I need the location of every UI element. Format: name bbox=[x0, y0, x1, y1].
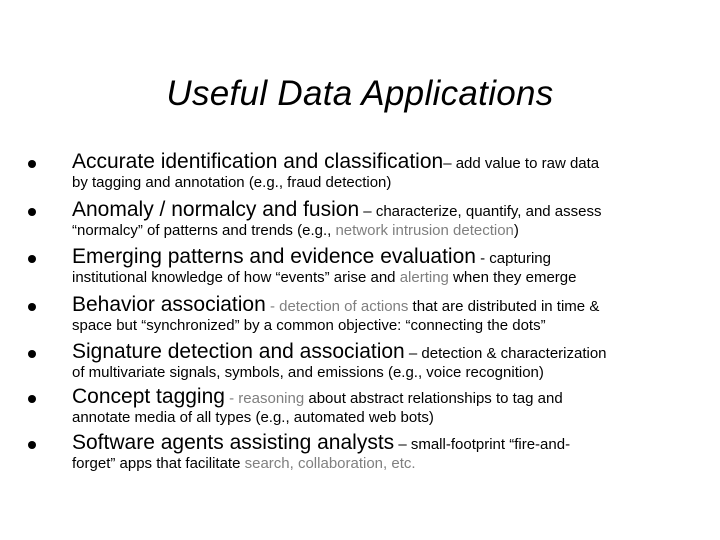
bullet-line-1 bbox=[72, 386, 563, 410]
bullet-text: – add value to raw data bbox=[443, 155, 600, 172]
bullet-line-2 bbox=[72, 454, 416, 474]
bullet-line-1 bbox=[72, 199, 602, 223]
bullet-dot-icon bbox=[28, 255, 36, 263]
bullet-dot-icon bbox=[28, 160, 36, 168]
highlight-text: detection of actions bbox=[279, 298, 409, 315]
bullet-text: – detection & characterization bbox=[404, 345, 607, 362]
bullet-text: ) bbox=[513, 222, 519, 239]
bullet-line-1 bbox=[72, 246, 551, 270]
bullet-text: “normalcy” of patterns and trends (e.g., bbox=[72, 222, 336, 239]
bullet-heading: Anomaly / normalcy and fusion bbox=[72, 198, 360, 221]
bullet-text: institutional knowledge of how “events” arise and bbox=[72, 269, 400, 286]
highlight-text: reasoning bbox=[238, 390, 305, 407]
bullet-text: – small-footprint “fire-and- bbox=[394, 436, 571, 453]
highlight-text: - bbox=[265, 298, 280, 315]
bullet-heading: Software agents assisting analysts bbox=[72, 431, 395, 454]
bullet-line-1 bbox=[72, 151, 599, 175]
bullet-line-1 bbox=[72, 294, 599, 318]
bullet-line-2: space but “synchronized” by a common objective: “connecting the dots” bbox=[72, 317, 546, 334]
bullet-line-1 bbox=[72, 341, 607, 365]
bullet-dot-icon bbox=[28, 350, 36, 358]
bullet-line-2 bbox=[72, 221, 519, 241]
bullet-heading: Accurate identification and classification bbox=[72, 150, 444, 173]
bullet-dot-icon bbox=[28, 441, 36, 449]
bullet-heading: Emerging patterns and evidence evaluation bbox=[72, 245, 476, 268]
bullet-line-2: by tagging and annotation (e.g., fraud detection) bbox=[72, 174, 392, 191]
bullet-line-2: annotate media of all types (e.g., automated web bots) bbox=[72, 409, 434, 426]
bullet-text: forget” apps that facilitate bbox=[72, 455, 245, 472]
highlight-text: network intrusion detection bbox=[335, 222, 514, 239]
bullet-dot-icon bbox=[28, 208, 36, 216]
bullet-line-2 bbox=[72, 268, 576, 288]
bullet-text: about abstract relationships to tag and bbox=[304, 390, 563, 407]
bullet-heading: Behavior association bbox=[72, 293, 266, 316]
slide-title: Useful Data Applications bbox=[166, 74, 554, 113]
highlight-text: alerting bbox=[399, 269, 449, 286]
bullet-line-1 bbox=[72, 432, 570, 456]
bullet-heading: Signature detection and association bbox=[72, 340, 405, 363]
bullet-text: when they emerge bbox=[448, 269, 577, 286]
highlight-text: - bbox=[224, 390, 239, 407]
bullet-heading: Concept tagging bbox=[72, 385, 225, 408]
bullet-text: that are distributed in time & bbox=[408, 298, 600, 315]
bullet-line-2: of multivariate signals, symbols, and emissions (e.g., voice recognition) bbox=[72, 364, 544, 381]
bullet-dot-icon bbox=[28, 395, 36, 403]
bullet-text: – characterize, quantify, and assess bbox=[359, 203, 602, 220]
highlight-text: search, collaboration, etc. bbox=[244, 455, 416, 472]
bullet-dot-icon bbox=[28, 303, 36, 311]
bullet-text: - capturing bbox=[475, 250, 551, 267]
